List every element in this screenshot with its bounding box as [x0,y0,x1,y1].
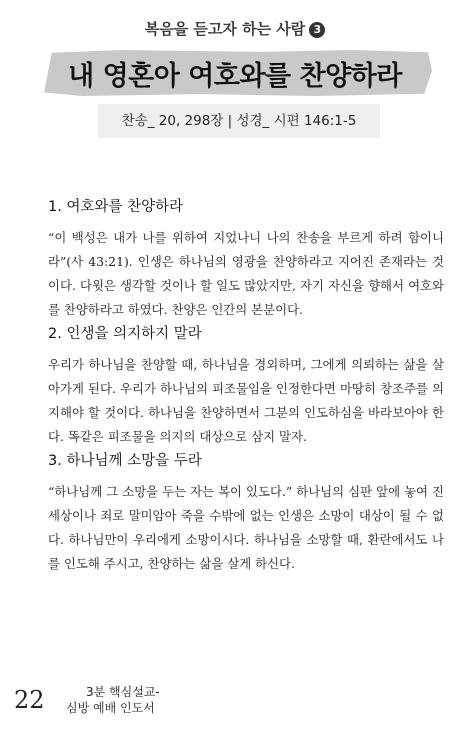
section-heading: 2. 인생을 의지하지 말라 [48,326,202,342]
book-title-line-1: 3분 핵심설교- [86,685,160,699]
section-body: 우리가 하나님을 찬양할 때, 하나님을 경외하며, 그에게 의뢰하는 삶을 살아가게 된다. 우리가 하나님의 피조물임을 인정한다면 마땅히 창조주를 의지해야 할 것이다. 하나님을 찬양하면서 그분의 인도하심을 바라보아야 한다. 똑같은 피조물을 의지의 대상으로 삼지 말자. [48,357,444,444]
section-heading: 3. 하나님께 소망을 두라 [48,453,202,469]
section-3 [48,452,444,576]
series-number-badge: 3 [309,22,325,38]
page-number: 22 [14,686,45,714]
hymn-scripture-reference: 찬송_ 20, 298장 | 성경_ 시편 146:1-5 [98,104,380,138]
section-1 [48,198,444,322]
section-2 [48,325,444,449]
book-title-line-2: 심방 예배 인도서 [66,701,155,715]
section-body: “이 백성은 내가 나를 위하여 지었나니 나의 찬송을 부르게 하려 함이니라”(사 43:21). 인생은 하나님의 영광을 찬양하라고 지어진 존재라는 것이다. 다윗은 생각할 것이나 할 일도 많았지만, 자기 자신을 향해서 여호와를 찬양하라고 하였다. 찬양은 인간의 본분이다. [48,230,444,317]
series-text: 복음을 듣고자 하는 사람 [144,20,306,38]
book-title [66,684,202,716]
series-label [0,18,470,39]
section-heading: 1. 여호와를 찬양하라 [48,199,184,215]
section-body: “하나님께 그 소망을 두는 자는 복이 있도다.” 하나님의 심판 앞에 놓여 진 세상이나 죄로 말미암아 죽을 수밖에 없는 인생은 소망이 대상이 될 수 없다. 하나님만이 우리에게 소망이시다. 하나님을 소망할 때, 환란에서도 나를 인도해 주시고, 찬양하는 삶을 살게 하신다. [48,484,444,571]
sermon-content [48,198,444,579]
page-title: 내 영혼아 여호와를 찬양하라 [68,61,402,92]
